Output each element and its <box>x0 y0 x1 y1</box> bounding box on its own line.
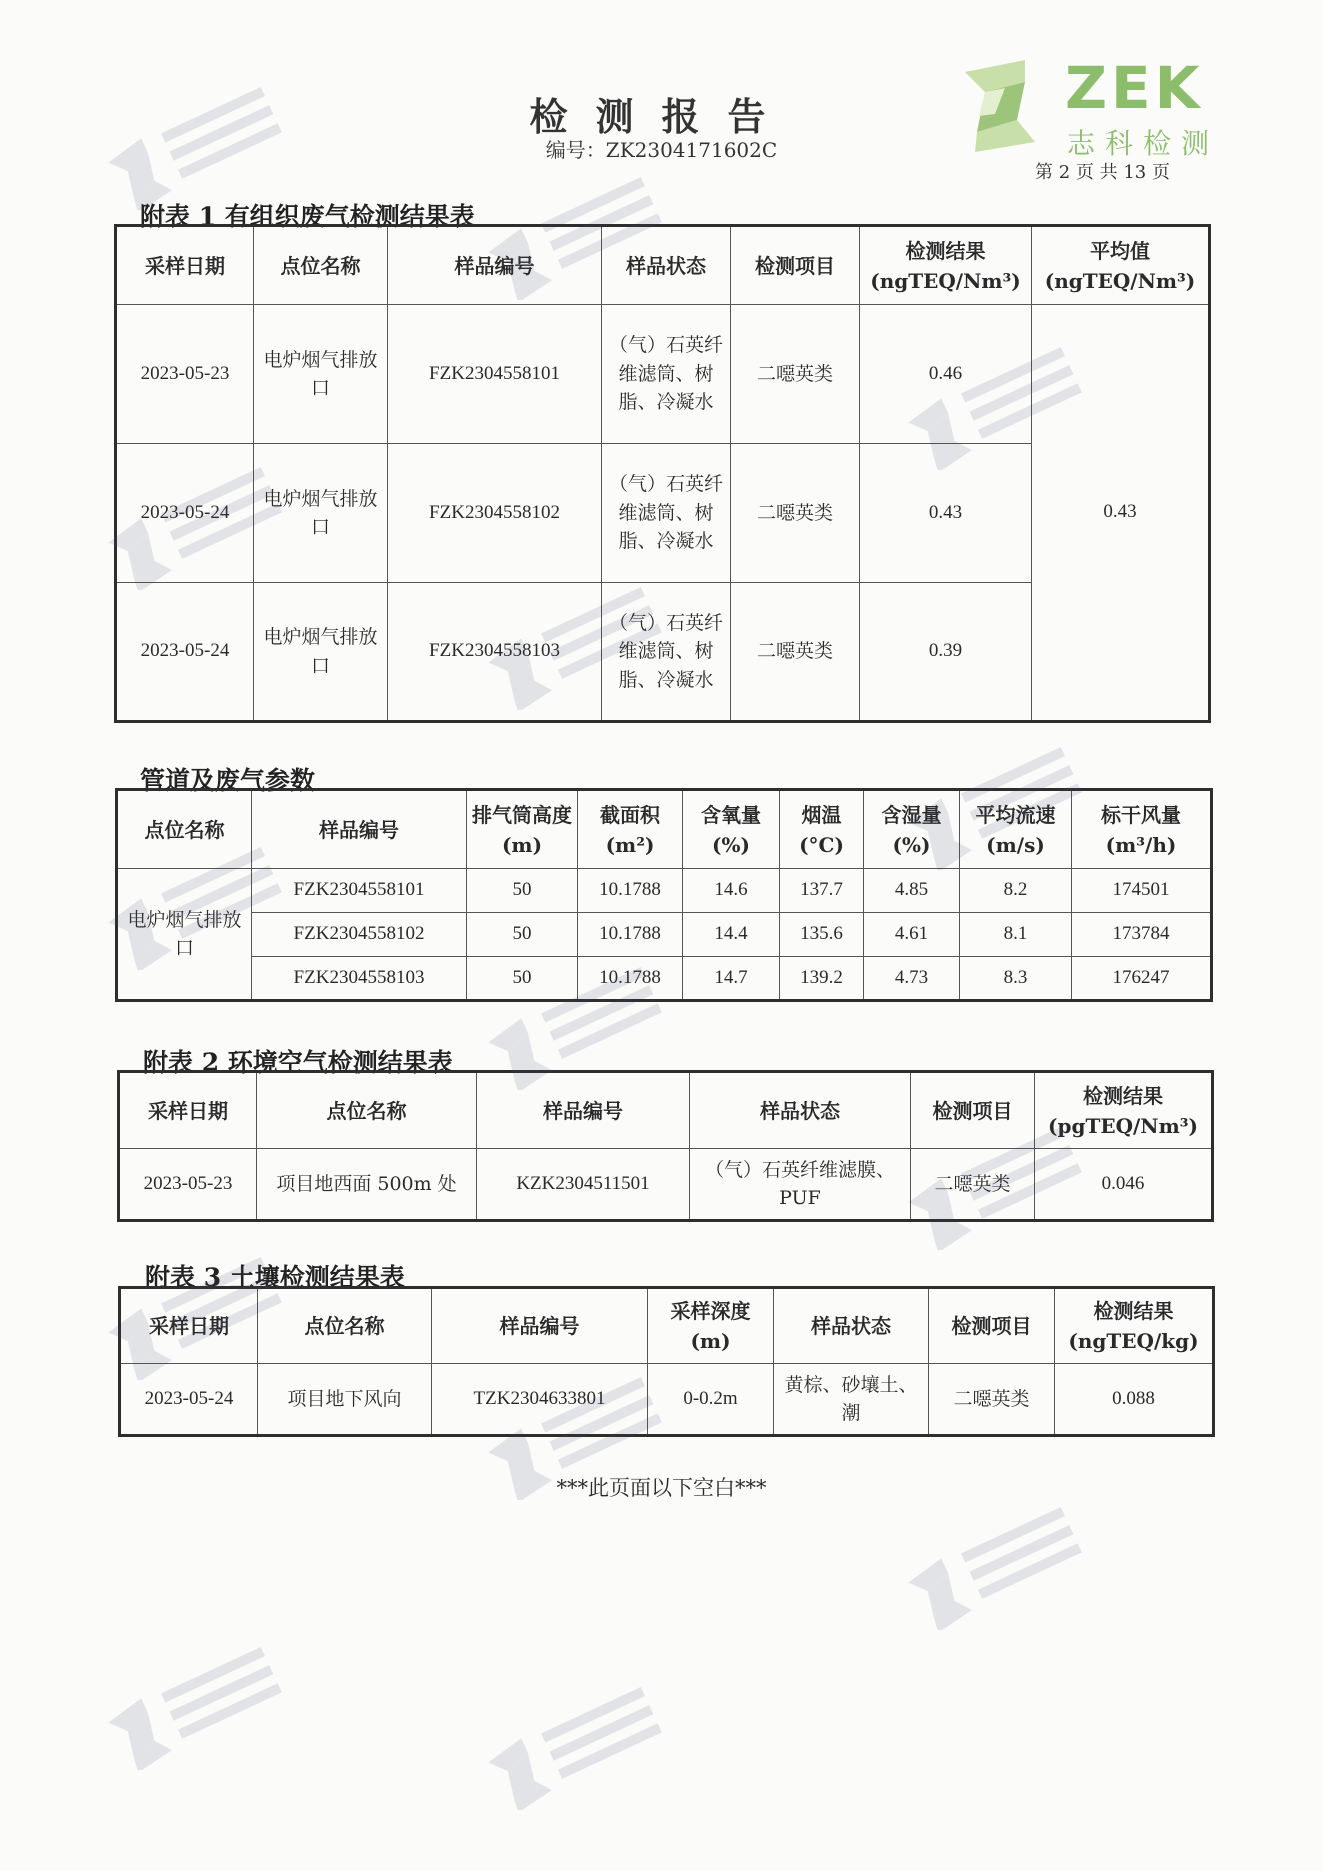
cell-moisture: 4.61 <box>864 913 960 957</box>
cell-date: 2023-05-23 <box>116 305 254 444</box>
cell-item: 二噁英类 <box>929 1364 1055 1436</box>
header-temp-unit: (°C) <box>799 832 844 857</box>
header-result-unit: (ngTEQ/kg) <box>1068 1329 1199 1353</box>
header-state: 样品状态 <box>690 1072 911 1149</box>
header-velocity <box>960 790 1072 869</box>
cell-sample: TZK2304633801 <box>432 1364 648 1436</box>
header-moisture-label: 含湿量 <box>881 802 942 827</box>
cell-point: 电炉烟气排放口 <box>254 444 388 583</box>
header-item: 检测项目 <box>911 1072 1035 1149</box>
company-logo <box>955 52 1275 162</box>
table1-title: 附表 1 有组织废气检测结果表 <box>140 202 475 231</box>
cell-date: 2023-05-23 <box>119 1149 257 1221</box>
cell-item: 二噁英类 <box>731 583 860 722</box>
cell-sample: FZK2304558101 <box>388 305 602 444</box>
header-average <box>1032 226 1210 305</box>
cell-velocity: 8.3 <box>960 957 1072 1001</box>
header-item: 检测项目 <box>929 1288 1055 1364</box>
header-velocity-unit: (m/s) <box>986 832 1045 857</box>
header-depth <box>648 1288 774 1364</box>
document-number-label: 编号： <box>545 138 606 162</box>
logo-text: ZEK <box>1065 54 1204 122</box>
cell-sample: FZK2304558102 <box>388 444 602 583</box>
cell-temp: 137.7 <box>780 869 864 913</box>
cell-sample: FZK2304558103 <box>388 583 602 722</box>
cell-oxygen: 14.4 <box>683 913 780 957</box>
cell-date: 2023-05-24 <box>116 583 254 722</box>
cell-oxygen: 14.6 <box>683 869 780 913</box>
page-indicator: 第 2 页 共 13 页 <box>1035 162 1170 183</box>
header-date: 采样日期 <box>119 1072 257 1149</box>
header-result-unit: (pgTEQ/Nm³) <box>1048 1113 1198 1138</box>
watermark-logo-icon <box>470 1680 700 1810</box>
logo-subtext: 志科检测 <box>1067 127 1220 160</box>
header-moisture <box>864 790 960 869</box>
header-state: 样品状态 <box>774 1288 929 1364</box>
header-result <box>1035 1072 1213 1149</box>
header-result-label: 检测结果 <box>1093 1299 1174 1323</box>
cell-point: 项目地下风向 <box>258 1364 432 1436</box>
header-flow <box>1072 790 1212 869</box>
header-date: 采样日期 <box>120 1288 258 1364</box>
header-stack-height: 排气筒高度(m) <box>467 790 578 869</box>
header-temp-label: 烟温 <box>801 802 842 827</box>
cell-flow: 173784 <box>1072 913 1212 957</box>
header-date: 采样日期 <box>116 226 254 305</box>
cell-result: 0.43 <box>860 444 1032 583</box>
header-depth-label: 采样深度 <box>670 1299 751 1323</box>
soil-table <box>118 1286 1215 1437</box>
cell-temp: 139.2 <box>780 957 864 1001</box>
cell-state: （气）石英纤维滤筒、树脂、冷凝水 <box>602 583 731 722</box>
header-sample: 样品编号 <box>388 226 602 305</box>
cell-area: 10.1788 <box>578 869 683 913</box>
header-area-label: 截面积 <box>600 802 660 827</box>
header-item: 检测项目 <box>731 226 860 305</box>
cell-flow: 176247 <box>1072 957 1212 1001</box>
cell-height: 50 <box>467 869 578 913</box>
cell-sample: KZK2304511501 <box>477 1149 690 1221</box>
header-result-unit: (ngTEQ/Nm³) <box>870 268 1021 293</box>
cell-sample: FZK2304558101 <box>252 869 467 913</box>
cell-result: 0.046 <box>1035 1149 1213 1221</box>
header-result <box>860 226 1032 305</box>
cell-state: （气）石英纤维滤筒、树脂、冷凝水 <box>602 444 731 583</box>
header-depth-unit: (m) <box>690 1329 731 1353</box>
cell-point: 电炉烟气排放口 <box>117 869 252 1001</box>
cell-height: 50 <box>467 957 578 1001</box>
cell-result: 0.46 <box>860 305 1032 444</box>
header-result-label: 检测结果 <box>905 238 986 263</box>
cell-area: 10.1788 <box>578 913 683 957</box>
organized-emission-table <box>114 224 1211 723</box>
table-row <box>120 1364 1214 1436</box>
header-velocity-label: 平均流速 <box>975 802 1056 827</box>
header-flow-unit: (m³/h) <box>1105 832 1177 857</box>
watermark-logo-icon <box>90 1640 320 1770</box>
cell-depth: 0-0.2m <box>648 1364 774 1436</box>
header-point: 点位名称 <box>254 226 388 305</box>
cell-moisture: 4.85 <box>864 869 960 913</box>
header-area <box>578 790 683 869</box>
cell-oxygen: 14.7 <box>683 957 780 1001</box>
params-table-title: 管道及废气参数 <box>140 766 316 795</box>
header-result <box>1055 1288 1214 1364</box>
cell-temp: 135.6 <box>780 913 864 957</box>
cell-area: 10.1788 <box>578 957 683 1001</box>
table-row <box>117 957 1212 1001</box>
end-of-page-note: ***此页面以下空白*** <box>556 1476 767 1500</box>
ambient-air-table <box>117 1070 1214 1222</box>
header-oxygen <box>683 790 780 869</box>
document-title: 检测报告 <box>529 94 794 139</box>
cell-item: 二噁英类 <box>911 1149 1035 1221</box>
header-sample: 样品编号 <box>477 1072 690 1149</box>
cell-state: （气）石英纤维滤筒、树脂、冷凝水 <box>602 305 731 444</box>
header-sample: 样品编号 <box>432 1288 648 1364</box>
header-point: 点位名称 <box>258 1288 432 1364</box>
header-state: 样品状态 <box>602 226 731 305</box>
table3-title: 附表 3 土壤检测结果表 <box>145 1263 405 1292</box>
cell-point: 项目地西面 500m 处 <box>257 1149 477 1221</box>
document-number-value: ZK2304171602C <box>605 138 778 162</box>
cell-point: 电炉烟气排放口 <box>254 583 388 722</box>
header-oxygen-unit: (%) <box>712 832 750 857</box>
cell-average: 0.43 <box>1032 305 1210 722</box>
header-average-label: 平均值 <box>1090 238 1150 263</box>
cell-state: 黄棕、砂壤土、潮 <box>774 1364 929 1436</box>
table-row <box>116 305 1210 444</box>
header-result-label: 检测结果 <box>1083 1083 1163 1108</box>
cell-result: 0.39 <box>860 583 1032 722</box>
header-moisture-unit: (%) <box>892 832 931 857</box>
header-point: 点位名称 <box>117 790 252 869</box>
header-flow-label: 标干风量 <box>1101 802 1181 827</box>
cell-velocity: 8.2 <box>960 869 1072 913</box>
cell-height: 50 <box>467 913 578 957</box>
cell-flow: 174501 <box>1072 869 1212 913</box>
header-average-unit: (ngTEQ/Nm³) <box>1044 268 1196 293</box>
cell-item: 二噁英类 <box>731 305 860 444</box>
cell-point: 电炉烟气排放口 <box>254 305 388 444</box>
watermark-logo-icon <box>890 1500 1120 1630</box>
cell-state: （气）石英纤维滤膜、PUF <box>690 1149 911 1221</box>
header-oxygen-label: 含氧量 <box>701 802 761 827</box>
pipe-parameters-table <box>115 788 1213 1002</box>
cell-velocity: 8.1 <box>960 913 1072 957</box>
cell-result: 0.088 <box>1055 1364 1214 1436</box>
header-area-unit: (m²) <box>605 832 655 857</box>
header-sample: 样品编号 <box>252 790 467 869</box>
cell-date: 2023-05-24 <box>120 1364 258 1436</box>
table2-title: 附表 2 环境空气检测结果表 <box>143 1048 453 1077</box>
cell-sample: FZK2304558102 <box>252 913 467 957</box>
header-temp <box>780 790 864 869</box>
cell-sample: FZK2304558103 <box>252 957 467 1001</box>
cell-item: 二噁英类 <box>731 444 860 583</box>
cell-date: 2023-05-24 <box>116 444 254 583</box>
table-row <box>117 869 1212 913</box>
table-row <box>119 1149 1213 1221</box>
table-row <box>117 913 1212 957</box>
header-point: 点位名称 <box>257 1072 477 1149</box>
cell-moisture: 4.73 <box>864 957 960 1001</box>
